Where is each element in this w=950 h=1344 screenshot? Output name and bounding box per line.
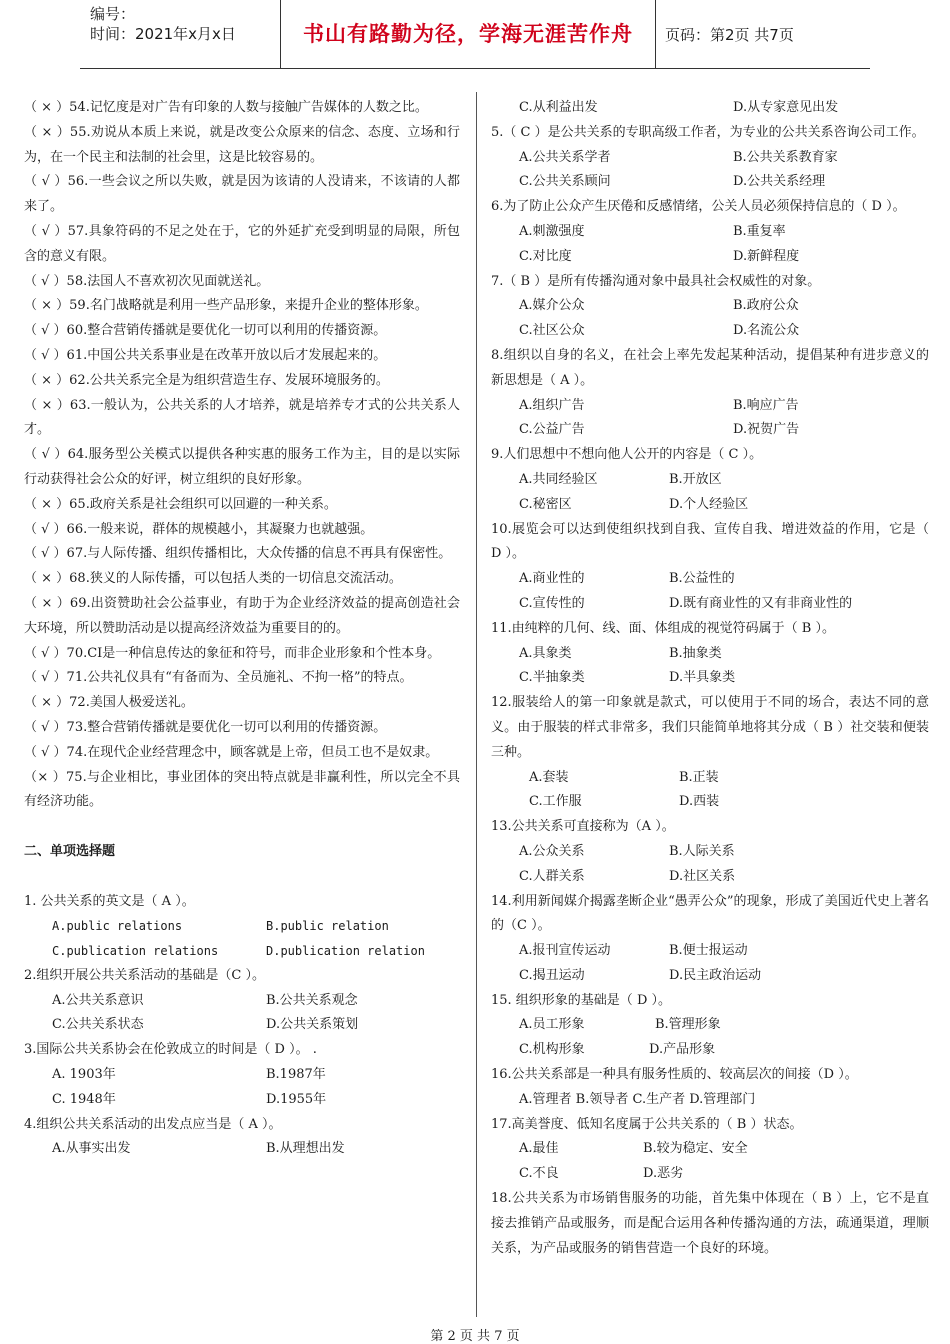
option-row [24, 939, 460, 964]
option: B.公共关系教育家 [733, 149, 838, 165]
option: A. 1903年 [52, 1067, 116, 1083]
option: C.揭丑运动 [519, 967, 585, 983]
question-stem: 8.组织以自身的名义，在社会上率先发起某种活动，提倡某种有进步意义的新思想是（ A ）。 [491, 347, 929, 388]
option: B.公共关系观念 [266, 992, 358, 1008]
page-header [80, 0, 870, 69]
option: B.政府公众 [733, 298, 799, 314]
judgment-item: （ × ）69.出资赞助社会公益事业，有助于为企业经济效益的提高创造社会大环境，所以赞助活动是以提高经济效益为重要目的的。 [24, 595, 460, 636]
option-row [491, 766, 929, 791]
option: D.1955年 [266, 1091, 327, 1107]
option-row [491, 220, 929, 245]
option-row [491, 567, 929, 592]
judgment-item: （ × ）72.美国人极爱送礼。 [24, 695, 194, 711]
option: A.组织广告 [519, 397, 585, 413]
option-row [24, 1063, 460, 1088]
question-stem: 1. 公共关系的英文是（ A ）。 [24, 893, 195, 909]
header-meta [90, 4, 236, 44]
option-row [491, 642, 929, 667]
option: A.套装 [529, 769, 569, 785]
option: D.西装 [679, 794, 720, 810]
header-page-info: 页码：第2页 共7页 [665, 26, 794, 44]
option: D.恶劣 [643, 1166, 684, 1182]
option: D.公共关系策划 [266, 1017, 359, 1033]
option: C.机构形象 [519, 1042, 585, 1058]
option: D.从专家意见出发 [733, 100, 839, 115]
judgment-item: （ × ）63.一般认为，公共关系的人才培养，就是培养专才式的公共关系人才。 [24, 397, 460, 438]
option: A.公众关系 [519, 843, 585, 859]
question-stem: 5.（ C ）是公共关系的专职高级工作者，为专业的公共关系咨询公司工作。 [491, 124, 925, 140]
option-row [491, 245, 929, 270]
option-row [491, 418, 929, 443]
page-footer: 第 2 页 共 7 页 [430, 1329, 520, 1344]
judgment-item: （ × ）54.记忆度是对广告有印象的人数与接触广告媒体的人数之比。 [24, 100, 428, 115]
option: C.公共关系状态 [52, 1017, 144, 1033]
question-stem: 2.组织开展公共关系活动的基础是（C ）。 [24, 967, 265, 983]
option: A.员工形象 [519, 1017, 585, 1033]
option: A.媒介公众 [519, 298, 585, 314]
option: D.半具象类 [669, 670, 736, 686]
judgment-item: （ √ ）66.一般来说，群体的规模越小，其凝聚力也就越强。 [24, 521, 374, 537]
question-stem: 14.利用新闻媒介揭露垄断企业“愚弄公众”的现象，形成了美国近代史上著名的（C ）。 [491, 893, 929, 934]
option: D.publication relation [266, 944, 425, 959]
option: A.报刊宣传运动 [519, 943, 611, 959]
option-row [491, 394, 929, 419]
section-title: 二、单项选择题 [24, 843, 116, 859]
option-row [491, 1088, 929, 1113]
judgment-item: （ √ ）56.一些会议之所以失败，就是因为该请的人没请来，不该请的人都来了。 [24, 174, 460, 215]
judgment-item: （ √ ）70.CI是一种信息传达的象征和符号，而非企业形象和个性本身。 [24, 645, 441, 661]
question-stem: 15. 组织形象的基础是（ D ）。 [491, 992, 671, 1008]
option: C.不良 [519, 1166, 559, 1182]
judgment-item: （ × ）62.公共关系完全是为组织营造生存、发展环境服务的。 [24, 372, 389, 388]
judgment-item: （ √ ）71.公共礼仪具有“有备而为、全员施礼、不拘一格”的特点。 [24, 670, 413, 686]
option: D.产品形象 [649, 1042, 716, 1058]
option: B.公益性的 [669, 571, 735, 587]
option-row [491, 865, 929, 890]
option: B.重复率 [733, 223, 786, 239]
option-row [491, 790, 929, 815]
option-row [491, 319, 929, 344]
judgment-item: （ √ ）58.法国人不喜欢初次见面就送礼。 [24, 273, 270, 289]
option: A.管理者 B.领导者 C.生产者 D.管理部门 [519, 1091, 756, 1107]
option: B.人际关系 [669, 843, 735, 859]
question-stem: 10.展览会可以达到使组织找到自我、宣传自我、增进效益的作用，它是（ D ）。 [491, 521, 929, 562]
option-row [491, 146, 929, 171]
question-stem: 9.人们思想中不想向他人公开的内容是（ C ）。 [491, 447, 763, 463]
option: B.1987年 [266, 1067, 326, 1083]
option: C.秘密区 [519, 496, 572, 512]
option: A.public relations [52, 919, 183, 934]
option: C.工作服 [529, 794, 582, 810]
left-column [24, 96, 460, 1162]
question-stem: 6.为了防止公众产生厌倦和反感情绪，公关人员必须保持信息的（ D ）。 [491, 199, 906, 215]
option: A.从事实出发 [52, 1141, 131, 1157]
question-stem: 16.公共关系部是一种具有服务性质的、较高层次的间接（D ）。 [491, 1067, 858, 1083]
option: B.public relation [266, 919, 389, 934]
option: C.publication relations [52, 944, 219, 959]
option: B.较为稳定、安全 [643, 1141, 748, 1157]
question-stem: 7.（ B ）是所有传播沟通对象中最具社会权威性的对象。 [491, 273, 821, 289]
judgment-item: （ √ ）57.具象符码的不足之处在于，它的外延扩充受到明显的局限，所包含的意义有限。 [24, 223, 460, 264]
judgment-item: （ √ ）61.中国公共关系事业是在改革开放以后才发展起来的。 [24, 347, 387, 363]
option-row [491, 592, 929, 617]
option: C. 1948年 [52, 1091, 116, 1107]
option-row [491, 964, 929, 989]
judgment-item: （× ）75.与企业相比，事业团体的突出特点就是非赢利性，所以完全不具有经济功能。 [24, 769, 460, 810]
option: D.新鲜程度 [733, 248, 800, 264]
option: B.便士报运动 [669, 943, 748, 959]
column-divider [476, 92, 477, 1317]
option-row [491, 666, 929, 691]
option-row [491, 1137, 929, 1162]
option: C.半抽象类 [519, 670, 585, 686]
option: D.名流公众 [733, 323, 800, 339]
spacer [24, 865, 460, 890]
option: B.响应广告 [733, 397, 799, 413]
option-row [24, 914, 460, 939]
option: D.既有商业性的又有非商业性的 [669, 595, 853, 611]
judgment-item: （ √ ）67.与人际传播、组织传播相比，大众传播的信息不再具有保密性。 [24, 546, 452, 562]
option-row [24, 989, 460, 1014]
option: C.人群关系 [519, 868, 585, 884]
header-divider [655, 0, 656, 68]
option-row [24, 1088, 460, 1113]
option: D.社区关系 [669, 868, 736, 884]
option-row [491, 939, 929, 964]
option-row [491, 493, 929, 518]
option-row [491, 1013, 929, 1038]
right-column [491, 96, 929, 1261]
question-stem: 11.由纯粹的几何、线、面、体组成的视觉符码属于（ B ）。 [491, 620, 835, 636]
number-label: 编号： [90, 5, 136, 23]
option-row [491, 294, 929, 319]
option: C.公共关系顾问 [519, 174, 611, 190]
option: B.正装 [679, 769, 719, 785]
judgment-item: （ √ ）60.整合营销传播就是要优化一切可以利用的传播资源。 [24, 323, 387, 339]
judgment-item: （ × ）68.狭义的人际传播，可以包括人类的一切信息交流活动。 [24, 571, 402, 587]
option: A.刺激强度 [519, 223, 585, 239]
option: C.宣传性的 [519, 595, 585, 611]
judgment-item: （ √ ）64.服务型公关模式以提供各种实惠的服务工作为主，目的是以实际行动获得社会公众的好评，树立组织的良好形象。 [24, 447, 460, 487]
option-row [491, 170, 929, 195]
option: B.开放区 [669, 471, 722, 487]
option: C.从利益出发 [519, 100, 598, 115]
option: A.公共关系学者 [519, 149, 611, 165]
option: D.民主政治运动 [669, 967, 762, 983]
option: C.对比度 [519, 248, 572, 264]
option-row [24, 1137, 460, 1162]
question-stem: 18.公共关系为市场销售服务的功能，首先集中体现在（ B ）上，它不是直接去推销产品或服务，而是配合运用各种传播沟通的方法，疏通渠道，理顺关系，为产品或服务的销售营造一个良好的环境。 [491, 1191, 929, 1256]
option-row [491, 468, 929, 493]
judgment-item: （ × ）55.劝说从本质上来说，就是改变公众原来的信念、态度、立场和行为，在一个民主和法制的社会里，这是比较容易的。 [24, 124, 460, 165]
question-stem: 13.公共关系可直接称为（A ）。 [491, 819, 675, 835]
option: A.商业性的 [519, 571, 585, 587]
judgment-item: （ √ ）74.在现代企业经营理念中，顾客就是上帝，但员工也不是奴隶。 [24, 744, 439, 760]
header-motto: 书山有路勤为径，学海无涯苦作舟 [303, 22, 633, 46]
option-row [491, 96, 929, 121]
judgment-item: （ × ）65.政府关系是社会组织可以回避的一种关系。 [24, 496, 337, 512]
option: D.公共关系经理 [733, 174, 826, 190]
option: A.具象类 [519, 645, 572, 661]
option-row [491, 1038, 929, 1063]
option: B.抽象类 [669, 645, 722, 661]
option: D.个人经验区 [669, 496, 749, 512]
option-row [491, 840, 929, 865]
option: A.最佳 [519, 1141, 559, 1157]
question-stem: 12.服装给人的第一印象就是款式，可以使用于不同的场合，表达不同的意义。由于服装的样式非常多，我们只能简单地将其分成（ B ）社交装和便装三种。 [491, 695, 929, 760]
judgment-item: （ √ ）73.整合营销传播就是要优化一切可以利用的传播资源。 [24, 719, 387, 735]
option-row [24, 1013, 460, 1038]
question-stem: 3.国际公共关系协会在伦敦成立的时间是（ D ）。 . [24, 1042, 317, 1058]
judgment-item: （ × ）59.名门战略就是利用一些产品形象，来提升企业的整体形象。 [24, 298, 428, 314]
option: A.共同经验区 [519, 471, 598, 487]
option: B.管理形象 [655, 1017, 721, 1033]
spacer [24, 815, 460, 840]
question-stem: 4.组织公共关系活动的出发点应当是（ A ）。 [24, 1116, 282, 1132]
option: A.公共关系意识 [52, 992, 144, 1008]
option: B.从理想出发 [266, 1141, 345, 1157]
time-label: 时间：2021年x月x日 [90, 25, 236, 43]
option: C.公益广告 [519, 422, 585, 438]
question-stem: 17.高美誉度、低知名度属于公共关系的（ B ）状态。 [491, 1116, 803, 1132]
option: C.社区公众 [519, 323, 585, 339]
option-row [491, 1162, 929, 1187]
option: D.祝贺广告 [733, 422, 800, 438]
